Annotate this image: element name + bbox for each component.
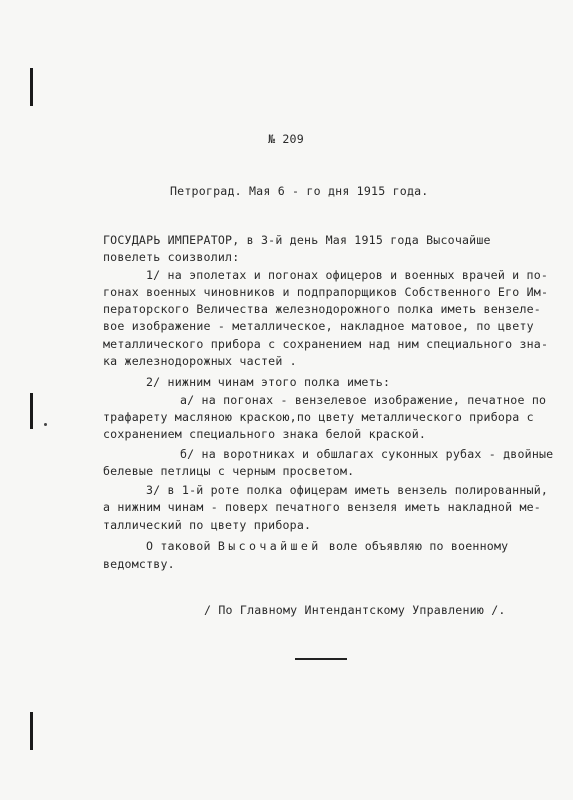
margin-mark bbox=[30, 68, 33, 106]
margin-mark bbox=[30, 712, 33, 750]
body-line: трафарету масляною краскою,по цвету металлического прибора с bbox=[103, 410, 534, 424]
body-line: гонах военных чиновников и подпрапорщиков Собственного Его Им- bbox=[103, 285, 549, 299]
body-line: ка железнодорожных частей . bbox=[103, 354, 297, 368]
body-line: ператорского Величества железнодорожного полка иметь вензеле- bbox=[103, 302, 541, 316]
body-line: 3/ в 1-й роте полка офицерам иметь вензель полированный, bbox=[146, 483, 549, 497]
closing-line bbox=[146, 539, 508, 554]
place-date: Петроград. Мая 6 - го дня 1915 года. bbox=[170, 184, 429, 198]
closing-rule bbox=[295, 658, 347, 660]
body-line: а нижним чинам - поверх печатного вензеля иметь накладной ме- bbox=[103, 500, 541, 514]
body-line: ГОСУДАРЬ ИМПЕРАТОР, в 3-й день Мая 1915 года Высочайше bbox=[103, 233, 491, 247]
closing-text: О таковой bbox=[146, 539, 218, 553]
document-number: № 209 bbox=[268, 132, 304, 146]
margin-dot bbox=[44, 423, 47, 426]
body-line: сохранением специального знака белой краской. bbox=[103, 427, 427, 441]
body-line: повелеть соизволил: bbox=[103, 250, 240, 264]
body-line: а/ на погонах - вензелевое изображение, печатное по bbox=[180, 393, 547, 407]
signature-line: / По Главному Интендантскому Управлению /. bbox=[204, 603, 506, 617]
closing-emphasis: Высочайшей bbox=[217, 539, 322, 553]
body-line: металлического прибора с сохранением над ним специального зна- bbox=[103, 337, 549, 351]
body-line: б/ на воротниках и обшлагах суконных рубах - двойные bbox=[180, 447, 554, 461]
body-line: таллический по цвету прибора. bbox=[103, 518, 312, 532]
body-line: белевые петлицы с черным просветом. bbox=[103, 464, 355, 478]
margin-mark bbox=[30, 393, 33, 429]
closing-line: ведомству. bbox=[103, 557, 175, 571]
closing-text: воле объявляю по военному bbox=[321, 539, 509, 553]
body-line: 1/ на эполетах и погонах офицеров и военных врачей и по- bbox=[146, 268, 549, 282]
body-line: 2/ нижним чинам этого полка иметь: bbox=[146, 375, 391, 389]
body-line: вое изображение - металлическое, накладное матовое, по цвету bbox=[103, 319, 534, 333]
